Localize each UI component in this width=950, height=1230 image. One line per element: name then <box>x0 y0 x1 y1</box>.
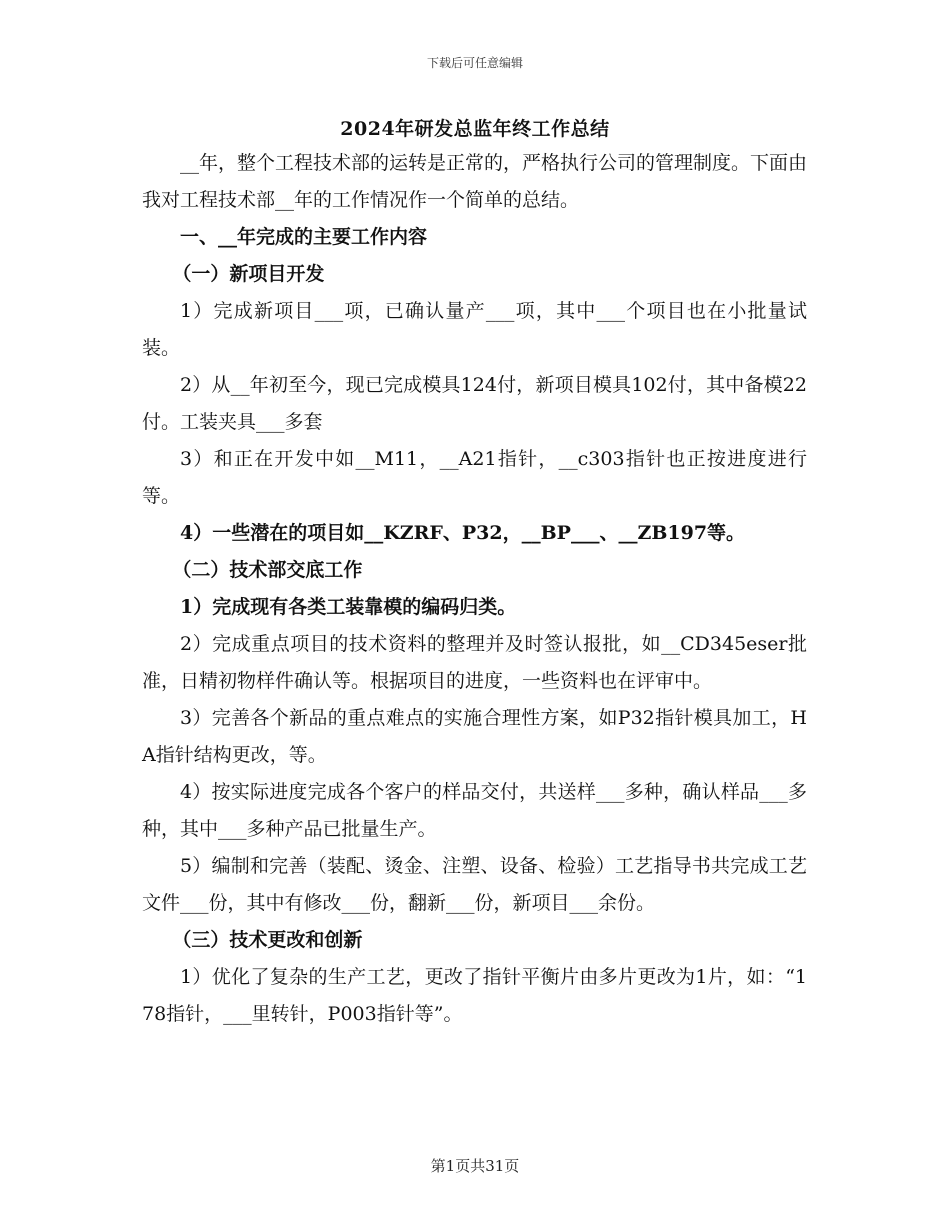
paragraph-intro: __年，整个工程技术部的运转是正常的，严格执行公司的管理制度。下面由我对工程技术部__年的工作情况作一个简单的总结。 <box>142 152 808 211</box>
paragraph-item: 2）完成重点项目的技术资料的整理并及时签认报批，如__CD345eser批准，日精初物样件确认等。根据项目的进度，一些资料也在评审中。 <box>142 633 807 692</box>
page-footer: 第1页共31页 <box>430 1157 520 1175</box>
paragraph-item: 2）从__年初至今，现已完成模具124付，新项目模具102付，其中备模22付。工装夹具___多套 <box>142 374 807 433</box>
document-title: 2024年研发总监年终工作总结 <box>340 118 610 140</box>
subsection-heading-handover: （二）技术部交底工作 <box>172 559 363 581</box>
section-heading-1: 一、__年完成的主要工作内容 <box>180 226 428 248</box>
document-body <box>142 145 807 1033</box>
paragraph-item: 1）完成新项目___项，已确认量产___项，其中___个项目也在小批量试装。 <box>142 300 807 359</box>
paragraph-item: 3）完善各个新品的重点难点的实施合理性方案，如P32指针模具加工，HA指针结构更改，等。 <box>142 707 807 766</box>
paragraph-item-bold: 4）一些潜在的项目如__KZRF、P32，__BP___、__ZB197等。 <box>180 522 746 544</box>
paragraph-item: 4）按实际进度完成各个客户的样品交付，共送样___多种，确认样品___多种，其中___多种产品已批量生产。 <box>142 781 807 840</box>
subsection-heading-innovation: （三）技术更改和创新 <box>172 929 363 951</box>
header-note: 下载后可任意编辑 <box>426 56 523 70</box>
paragraph-item: 3）和正在开发中如__M11，__A21指针，__c303指针也正按进度进行等。 <box>142 448 807 507</box>
paragraph-item: 5）编制和完善（装配、烫金、注塑、设备、检验）工艺指导书共完成工艺文件___份，其中有修改___份，翻新___份，新项目___余份。 <box>142 855 807 914</box>
subsection-heading-new-projects: （一）新项目开发 <box>172 263 325 285</box>
paragraph-item: 1）优化了复杂的生产工艺，更改了指针平衡片由多片更改为1片，如：“178指针，___里转针，P003指针等”。 <box>142 966 807 1025</box>
paragraph-item-bold: 1）完成现有各类工装靠模的编码归类。 <box>180 596 517 618</box>
